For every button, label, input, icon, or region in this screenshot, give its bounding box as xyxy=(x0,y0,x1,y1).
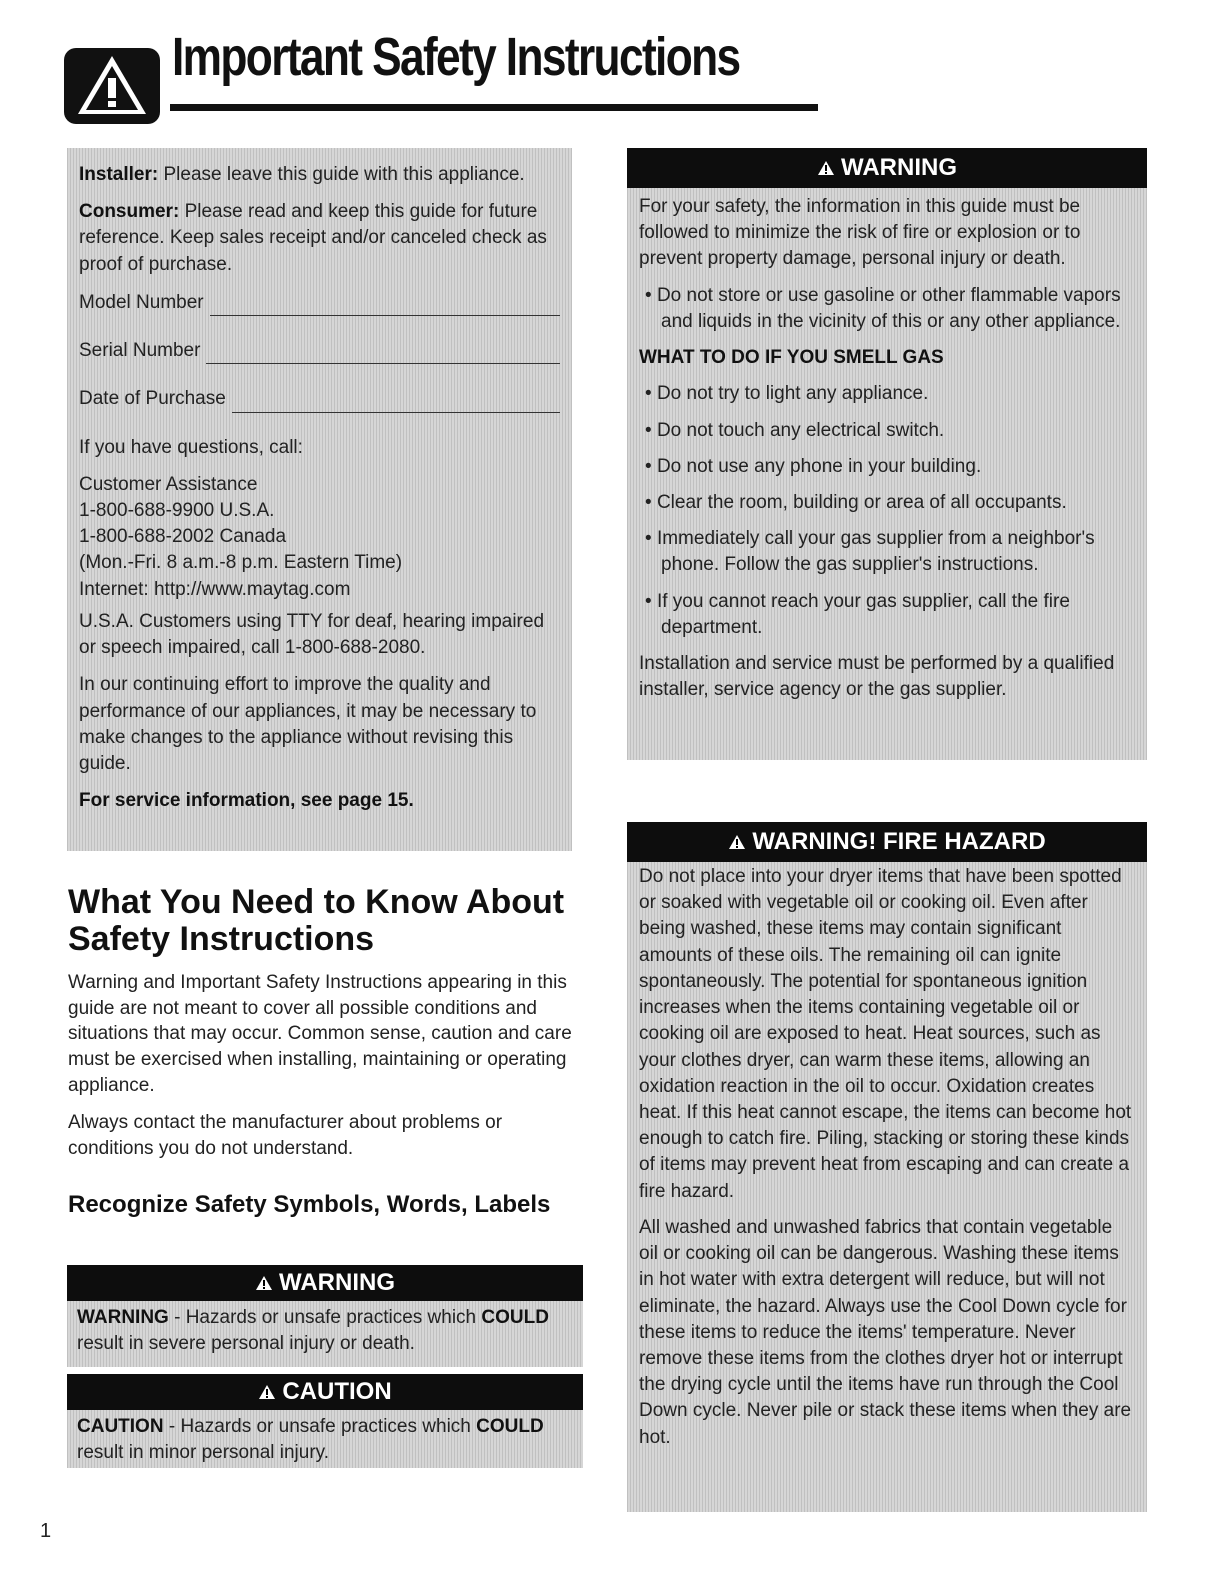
fire-hazard-bar-text: WARNING! FIRE HAZARD xyxy=(752,828,1046,855)
need-to-know-heading: What You Need to Know About Safety Instructions xyxy=(68,883,565,959)
gas-bullet: • Immediately call your gas supplier from a neighbor's phone. Follow the gas supplier's instructions. xyxy=(645,528,1095,576)
caution-bar-text: CAUTION xyxy=(282,1378,392,1405)
phone-usa: 1-800-688-9900 U.S.A. xyxy=(79,499,275,521)
gas-bullet: • Clear the room, building or area of all occupants. xyxy=(645,491,1067,513)
gas-bullet: • If you cannot reach your gas supplier, call the fire department. xyxy=(645,590,1070,638)
gas-bullet-text: If you cannot reach your gas supplier, call the fire department. xyxy=(656,590,1070,638)
warning-word: WARNING xyxy=(77,1307,169,1328)
gas-bullet-text: Do not touch any electrical switch. xyxy=(656,419,945,441)
caution-definition xyxy=(67,1410,583,1468)
model-number-label: Model Number xyxy=(79,291,204,313)
smell-gas-heading: WHAT TO DO IF YOU SMELL GAS xyxy=(639,347,944,369)
consumer-text: Please read and keep this guide for future reference. Keep sales receipt and/or canceled check as proof of purchase. xyxy=(79,201,547,275)
date-of-purchase-label: Date of Purchase xyxy=(79,388,226,410)
date-of-purchase-line[interactable] xyxy=(232,396,560,413)
phone-canada: 1-800-688-2002 Canada xyxy=(79,526,287,548)
warning-definition xyxy=(67,1301,583,1367)
warning-desc: - Hazards or unsafe practices which xyxy=(168,1307,482,1328)
internet-link[interactable]: Internet: http://www.maytag.com xyxy=(79,578,351,600)
need-to-know-para2: Always contact the manufacturer about problems or conditions you do not understand. xyxy=(68,1112,503,1159)
gas-bullet-gasoline-text: Do not store or use gasoline or other flammable vapors and liquids in the vicinity of this or any other appliance. xyxy=(656,284,1121,332)
caution-desc: - Hazards or unsafe practices which xyxy=(163,1416,477,1437)
gas-bullet: • Do not try to light any appliance. xyxy=(645,383,929,405)
tty-text: U.S.A. Customers using TTY for deaf, hearing impaired or speech impaired, call 1-800-688-2080. xyxy=(79,610,545,659)
warning-triangle-icon xyxy=(817,160,835,176)
caution-could: COULD xyxy=(476,1416,544,1437)
installer-label: Installer: xyxy=(79,164,159,185)
gas-bullet: • Do not use any phone in your building. xyxy=(645,455,982,477)
installer-text: Please leave this guide with this appliance. xyxy=(163,164,525,185)
contact-block xyxy=(79,472,560,603)
serial-number-field[interactable] xyxy=(79,338,560,364)
serial-number-label: Serial Number xyxy=(79,340,201,362)
need-to-know-para1: Warning and Important Safety Instructions appearing in this guide are not meant to cover all possible conditions and situations that may occur. Common sense, caution and care must be exercised when installing, maintaining or operating appliance. xyxy=(68,972,572,1096)
fire-hazard-para1: Do not place into your dryer items that have been spotted or soaked with vegetable oil or cooking oil. Even after being washed, these items may contain significant amounts of these oils. The remaining oil can ignite spontaneously. The potential for spontaneous ignition increases when the items containing vegetable oil or cooking oil are exposed to heat. Heat sources, such as your clothes dryer, can warm these items, allowing an oxidation reaction in the oil to occur. Oxidation creates heat. If this heat cannot escape, the items can become hot enough to catch fire. Piling, stacking or storing these kinds of items may prevent heat from escaping and can create a fire hazard. xyxy=(639,866,1132,1202)
gas-bullet-text: Immediately call your gas supplier from a neighbor's phone. Follow the gas supplier's instructions. xyxy=(656,528,1095,576)
warning-label-bar xyxy=(67,1265,583,1301)
service-info-text: For service information, see page 15. xyxy=(79,790,414,812)
gas-warning-body xyxy=(627,188,1147,760)
gas-warning-bar-text: WARNING xyxy=(841,154,957,181)
gas-bullet-text: Do not try to light any appliance. xyxy=(656,383,929,405)
serial-number-line[interactable] xyxy=(206,347,560,364)
page-number: 1 xyxy=(40,1520,52,1542)
gas-bullet: • Do not touch any electrical switch. xyxy=(645,419,945,441)
gas-warning-intro: For your safety, the information in this guide must be followed to minimize the risk of fire or explosion or to prevent property damage, personal injury or death. xyxy=(639,196,1081,270)
caution-word: CAUTION xyxy=(77,1416,164,1437)
gas-warning-closing: Installation and service must be performed by a qualified installer, service agency or the gas supplier. xyxy=(639,653,1115,701)
recognize-heading: Recognize Safety Symbols, Words, Labels xyxy=(68,1191,551,1218)
model-number-line[interactable] xyxy=(210,299,560,316)
model-number-field[interactable] xyxy=(79,290,560,316)
questions-text: If you have questions, call: xyxy=(79,436,303,458)
consumer-label: Consumer: xyxy=(79,201,180,223)
warning-bar-text: WARNING xyxy=(279,1269,395,1296)
installer-info-box xyxy=(67,148,572,851)
assistance-title: Customer Assistance xyxy=(79,473,258,495)
page-title: Important Safety Instructions xyxy=(172,27,740,87)
need-to-know-body xyxy=(68,970,583,1173)
warning-could: COULD xyxy=(481,1307,549,1328)
installer-note xyxy=(79,162,560,188)
warning-rest: result in severe personal injury or death. xyxy=(77,1333,415,1355)
caution-rest: result in minor personal injury. xyxy=(77,1442,330,1464)
gas-bullet-text: Clear the room, building or area of all occupants. xyxy=(656,491,1067,513)
date-of-purchase-field[interactable] xyxy=(79,386,560,412)
consumer-note xyxy=(79,199,560,278)
warning-triangle-icon xyxy=(62,44,162,126)
warning-triangle-icon xyxy=(255,1275,273,1291)
fire-hazard-para2: All washed and unwashed fabrics that contain vegetable oil or cooking oil can be dangerous. Washing these items in hot water with extra detergent will reduce, but will not eliminate, the hazard. Always use the Cool Down cycle for these items to reduce the items' temperature. Never remove these items from the clothes dryer hot or interrupt the drying cycle until the items have run through the Cool Down cycle. Never pile or stack these items when they are hot. xyxy=(639,1216,1132,1448)
title-rule xyxy=(170,104,818,111)
fire-hazard-bar xyxy=(627,822,1147,862)
warning-triangle-icon xyxy=(258,1384,276,1400)
gas-warning-bar xyxy=(627,148,1147,188)
gas-bullet-gasoline: • Do not store or use gasoline or other flammable vapors and liquids in the vicinity of this or any other appliance. xyxy=(645,284,1121,332)
fire-hazard-body xyxy=(627,862,1147,1512)
warning-triangle-icon xyxy=(728,834,746,850)
caution-label-bar xyxy=(67,1374,583,1410)
gas-bullet-text: Do not use any phone in your building. xyxy=(656,455,982,477)
hours-text: (Mon.-Fri. 8 a.m.-8 p.m. Eastern Time) xyxy=(79,552,403,574)
continuing-text: In our continuing effort to improve the quality and performance of our appliances, it may be necessary to make changes to the appliance without revising this guide. xyxy=(79,674,537,774)
